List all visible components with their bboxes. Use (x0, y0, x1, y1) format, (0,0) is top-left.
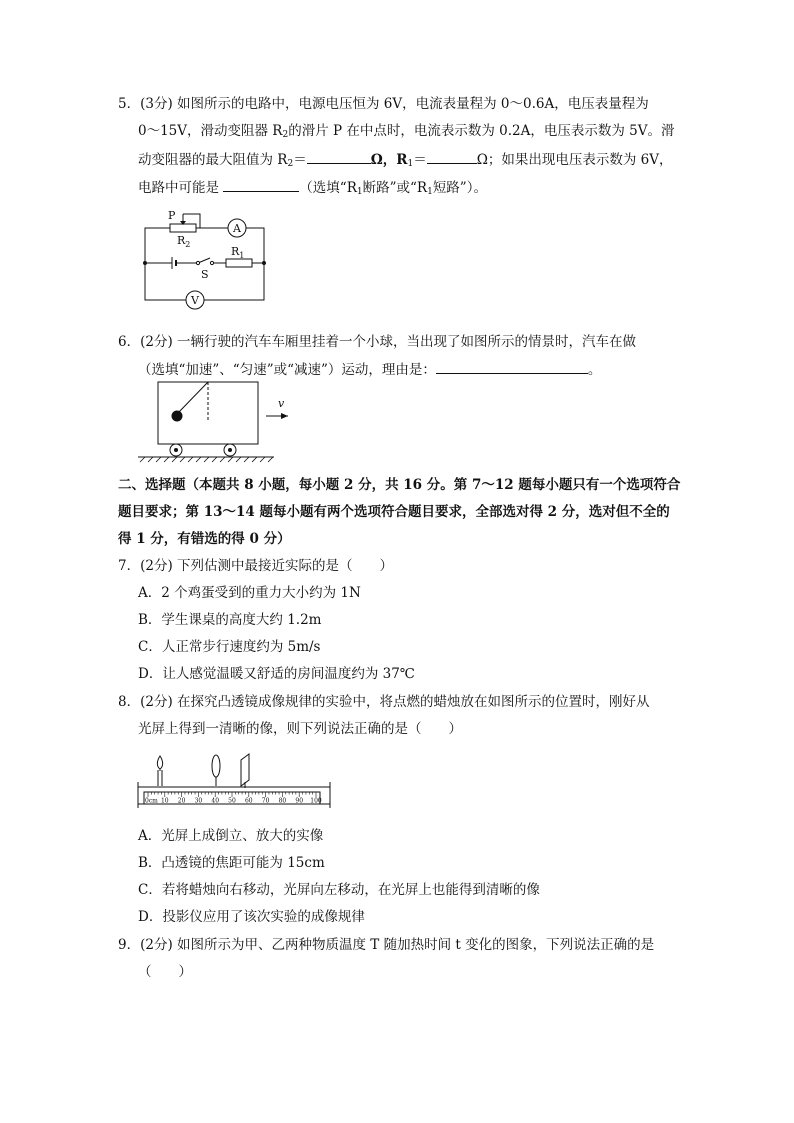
bench-tick-label: 70 (261, 797, 270, 805)
q5-line3: 动变阻器的最大阻值为 $R_2= \Omega$，$R_1= \Omega$；如果出现电压表示数为 6V， (138, 149, 673, 170)
fig-label-p: P (168, 209, 176, 222)
bench-tick-label: 50 (228, 797, 236, 805)
fig-label-voltmeter: V (191, 294, 199, 307)
fig-label-r1: $R_1$ (231, 245, 245, 260)
q7-option-b[interactable]: B．学生课桌的高度大约 1.2m (138, 612, 322, 628)
q5-line4: 电路中可能是 （选填“$R_1$断路”或“$R_1$短路”）。 (138, 177, 487, 198)
q8-option-d[interactable]: D．投影仪应用了该次实验的成像规律 (138, 909, 365, 925)
bench-tick-label: 20 (177, 797, 186, 805)
bench-tick-label: 30 (194, 797, 203, 805)
q9-line2: （ ） (138, 964, 192, 980)
q8-option-b[interactable]: B．凸透镜的焦距可能为 15cm (138, 855, 325, 871)
q8-option-c[interactable]: C．若将蜡烛向右移动，光屏向左移动，在光屏上也能得到清晰的像 (138, 882, 540, 898)
bench-tick-label: 10 (160, 797, 169, 805)
q7-stem: 7．(2分) 下列估测中最接近实际的是（ ） (118, 558, 394, 574)
q5-blank-r2[interactable] (307, 149, 371, 164)
q5-blank-r1[interactable] (427, 149, 477, 164)
q8-option-a[interactable]: A．光屏上成倒立、放大的实像 (138, 828, 324, 844)
section2-line1: 二、选择题（本题共 8 小题，每小题 2 分，共 16 分。第 7～12 题每小题只有一个选项符合 (118, 477, 681, 493)
circuit-diagram (140, 208, 270, 308)
q5-line1: 5．(3分) 如图所示的电路中，电源电压恒为 6V，电流表量程为 0～0.6A，电压表量程为 (118, 96, 649, 112)
bench-tick-label: 90 (295, 797, 304, 805)
bench-tick-label: 0cm (145, 797, 158, 805)
q8-line1: 8．(2分) 在探究凸透镜成像规律的实验中，将点燃的蜡烛放在如图所示的位置时，刚好从 (118, 694, 650, 710)
q8-line2: 光屏上得到一清晰的像，则下列说法正确的是（ ） (138, 721, 462, 737)
car-diagram (138, 380, 288, 464)
bench-tick-label: 60 (244, 797, 253, 805)
bench-tick-label: 40 (211, 797, 220, 805)
q6-line1: 6．(2分) 一辆行驶的汽车车厢里挂着一个小球，当出现了如图所示的情景时，汽车在做 (118, 334, 637, 350)
q7-option-a[interactable]: A．2 个鸡蛋受到的重力大小约为 1N (138, 585, 361, 601)
bench-tick-label: 100 (310, 797, 322, 805)
q6-blank-reason[interactable] (436, 359, 588, 374)
fig-label-r2: $R_2$ (177, 234, 191, 249)
fig-label-switch: S (201, 268, 209, 281)
section2-line2: 题目要求；第 13～14 题每小题有两个选项符合题目要求，全部选对得 2 分，选对但不全的 (118, 504, 670, 520)
q7-option-d[interactable]: D．让人感觉温暖又舒适的房间温度约为 37℃ (138, 666, 415, 682)
section2-line3: 得 1 分，有错选的得 0 分） (118, 531, 291, 547)
q5-line2: 0～15V，滑动变阻器 $R_2$的滑片 P 在中点时，电流表示数为 0.2A，电压表示数为 5V。滑 (138, 123, 675, 140)
fig-label-velocity: v (278, 397, 285, 410)
q9-line1: 9．(2分) 如图所示为甲、乙两种物质温度 T 随加热时间 t 变化的图象，下列说法正确的是 (118, 937, 655, 953)
fig-label-ammeter: A (233, 222, 241, 235)
bench-tick-label: 80 (278, 797, 287, 805)
optical-bench-diagram (138, 752, 330, 812)
q7-option-c[interactable]: C．人正常步行速度约为 5m/s (138, 639, 321, 655)
q6-line2: （选填“加速”、“匀速”或“减速”）运动，理由是： 。 (138, 359, 601, 380)
q5-blank-fault[interactable] (223, 177, 299, 192)
